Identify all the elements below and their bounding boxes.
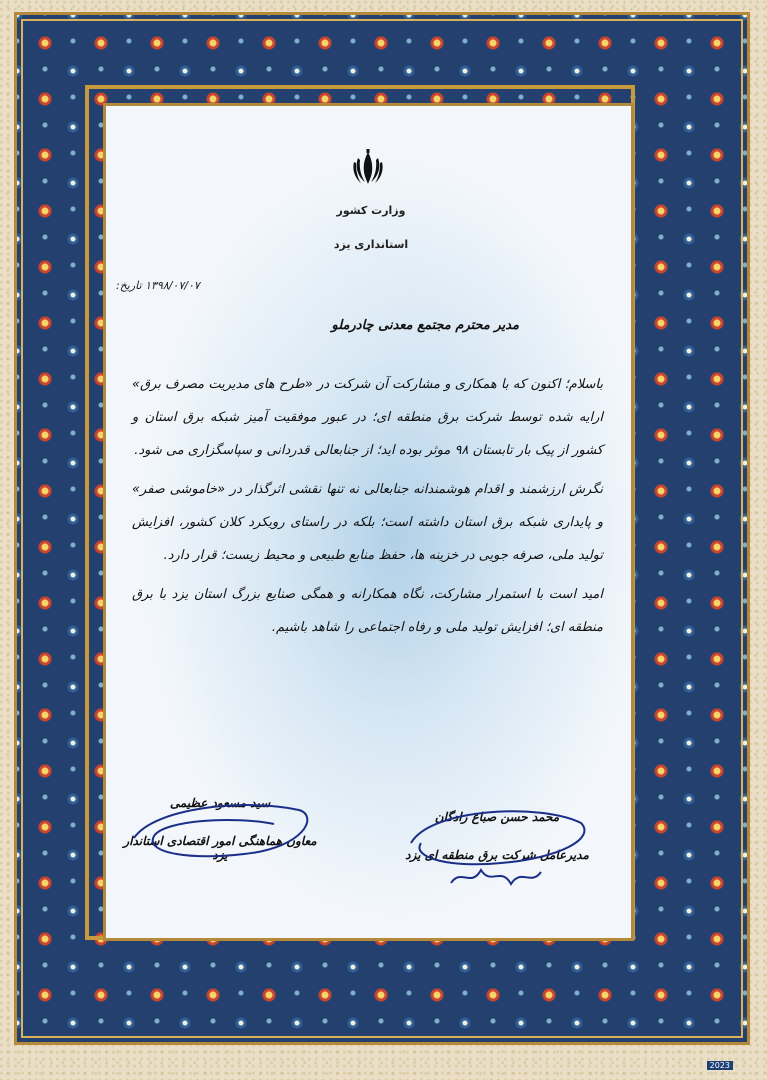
date-row	[116, 279, 236, 292]
iran-emblem-icon	[351, 148, 385, 188]
paragraph: امید است با استمرار مشارکت، نگاه همکارانه و همگی صنایع بزرگ استان یزد با برق منطقه ای؛ افزایش تولید ملی و رفاه اجتماعی را شاهد باشیم.	[132, 587, 603, 635]
date-label: تاریخ:	[116, 279, 142, 292]
date-value: ۱۳۹۸/۰۷/۰۷	[145, 279, 200, 292]
letter-body	[132, 368, 603, 650]
signatory-title: معاون هماهنگی امور اقتصادی استاندار یزد	[123, 834, 317, 862]
signatory-name: محمد حسن صباغ زادگان	[434, 810, 560, 824]
recipient-line: مدیر محترم مجتمع معدنی چادرملو	[331, 318, 519, 333]
paragraph: باسلام؛ اکنون که با همکاری و مشارکت آن شرکت در «طرح های مدیریت مصرف برق» ارایه شده توسط شرکت برق منطقه ای؛ در عبور موفقیت آمیز شبکه برق استان و کشور از پیک بار تابستان ۹۸ موثر بوده اید؛ از جنابعالی قدردانی و سپاسگزاری می شود.	[132, 377, 603, 458]
signatory-title: مدیرعامل شرکت برق منطقه ای یزد	[405, 848, 589, 862]
province-office-name: استانداری یزد	[333, 238, 409, 251]
letter-paper	[103, 103, 634, 941]
ministry-name: وزارت کشور	[336, 204, 406, 217]
signature-block-left	[120, 796, 320, 862]
signatory-name: سید مسعود عظیمی	[169, 796, 271, 810]
signature-block-right	[397, 810, 597, 862]
paragraph: نگرش ارزشمند و اقدام هوشمندانه جنابعالی نه تنها نقشی اثرگذار در «خاموشی صفر» و پایداری شبکه برق استان داشته است؛ بلکه در راستای رویکرد کلان کشور، افزایش تولید ملی، صرفه جویی در خزینه ها، حفظ منابع طبیعی و محیط زیست؛ قرار دارد.	[132, 482, 603, 563]
footer-mark: 2023	[707, 1061, 733, 1070]
